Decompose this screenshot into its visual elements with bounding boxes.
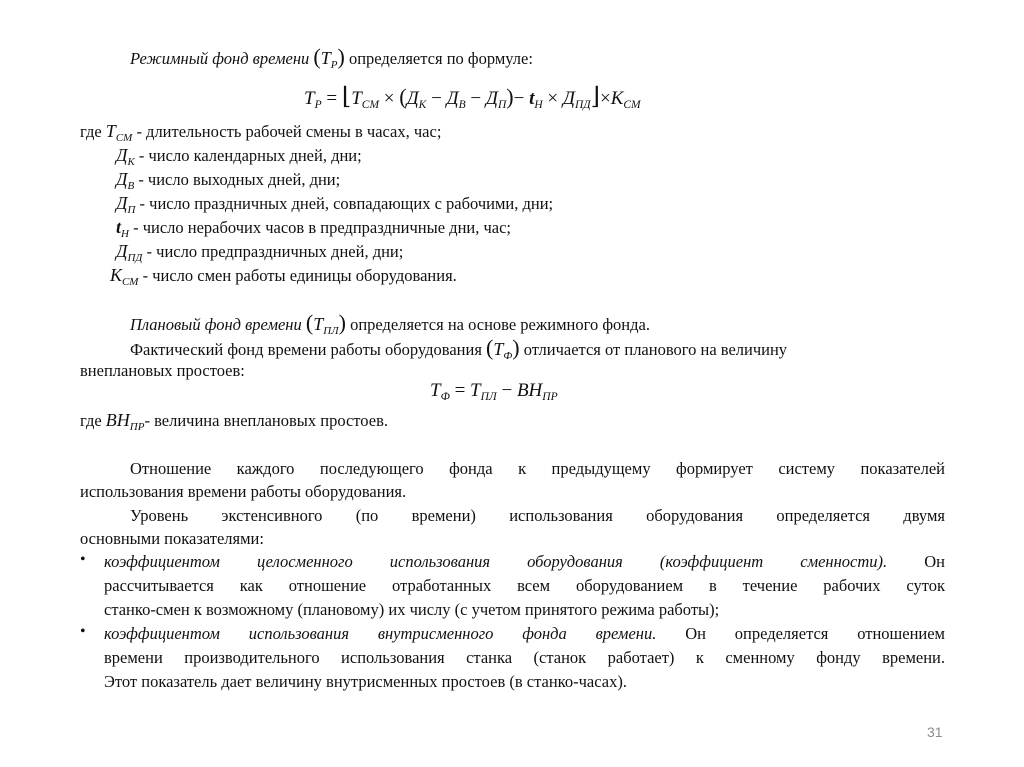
symbol: Д (116, 241, 128, 261)
def-item: $Д_В$ - число выходных дней, дни; (116, 169, 341, 192)
def-item: $К_{СМ}$ - число смен работы единицы оборудования. (110, 265, 457, 288)
bullet-2-line2: времени производительного использования станка (станок работает) к сменному фонду времени. (104, 648, 945, 667)
actual-fund-formula: $Т_Ф = Т_{ПЛ} - ВН_{ПР}$ (430, 380, 558, 403)
bullet-2-line1: коэффициентом использования внутрисменного фонда времени. Он определяется отношением (104, 624, 945, 643)
bullet-1-line1: коэффициентом целосменного использования оборудования (коэффициент сменности). Он (104, 552, 945, 571)
def-item: $t_Н$ - число нерабочих часов в предпраздничные дни, час; (116, 217, 512, 240)
para-level-line2: основными показателями: (80, 529, 264, 548)
bullet-2-line3: Этот показатель дает величину внутрисменных простоев (в станко-часах). (104, 672, 627, 691)
regime-fund-label: Режимный фонд времени (130, 49, 310, 68)
regime-fund-intro: Режимный фонд времени $(Т_Р)$ определяется по формуле: (130, 44, 533, 71)
actual-fund-line: Фактический фонд времени работы оборудования $(Т_Ф)$ отличается от планового на величину (130, 335, 788, 362)
para-ratio-line2: использования времени работы оборудования. (80, 482, 407, 501)
symbol: Д (116, 169, 128, 189)
actual-fund-line-2: внеплановых простоев: (80, 361, 245, 380)
symbol: Д (116, 193, 128, 213)
para-level-line1: Уровень экстенсивного (по времени) использования оборудования определяется двумя (130, 506, 945, 525)
symbol: Т (320, 48, 331, 68)
def-item: где $Т_{СМ}$ - длительность рабочей смены в часах, час; (80, 121, 442, 144)
bullet-dot: • (80, 623, 86, 640)
symbol: Т (313, 314, 324, 334)
bullet-1-line3: станко-смен к возможному (плановому) их числу (с учетом принятого режима работы); (104, 600, 720, 619)
planned-fund-line: Плановый фонд времени $(Т_{ПЛ})$ определяется на основе режимного фонда. (130, 310, 650, 337)
symbol: t (116, 217, 122, 237)
symbol: К (110, 265, 122, 285)
bullet-1-line2: рассчитывается как отношение отработанных всем оборудованием в течение рабочих суток (104, 576, 945, 595)
para-ratio-line1: Отношение каждого последующего фонда к предыдущему формирует систему показателей (130, 459, 945, 478)
planned-fund-label: Плановый фонд времени (130, 315, 302, 334)
symbol: Т (493, 339, 504, 359)
bullet-dot: • (80, 551, 86, 568)
symbol: Т (105, 121, 116, 141)
symbol: Д (116, 145, 128, 165)
symbol: ВН (105, 410, 130, 430)
regime-fund-text: определяется по формуле: (348, 49, 533, 68)
def-item: $Д_П$ - число праздничных дней, совпадающих с рабочими, дни; (116, 193, 554, 216)
page-number: 31 (927, 724, 943, 740)
def-item: $Д_{ПД}$ - число предпраздничных дней, дни; (116, 241, 404, 264)
def-item: $Д_К$ - число календарных дней, дни; (116, 145, 362, 168)
regime-fund-formula: $Т_Р$ = $⌊Т_{СМ} \times (Д_К - Д_В - Д_П)- t_Н$ × $Д_{ПД}⌋\times К_{СМ}$ (304, 84, 641, 111)
unplanned-def: где $ВН_{ПР}-$ величина внеплановых простоев. (80, 410, 388, 433)
